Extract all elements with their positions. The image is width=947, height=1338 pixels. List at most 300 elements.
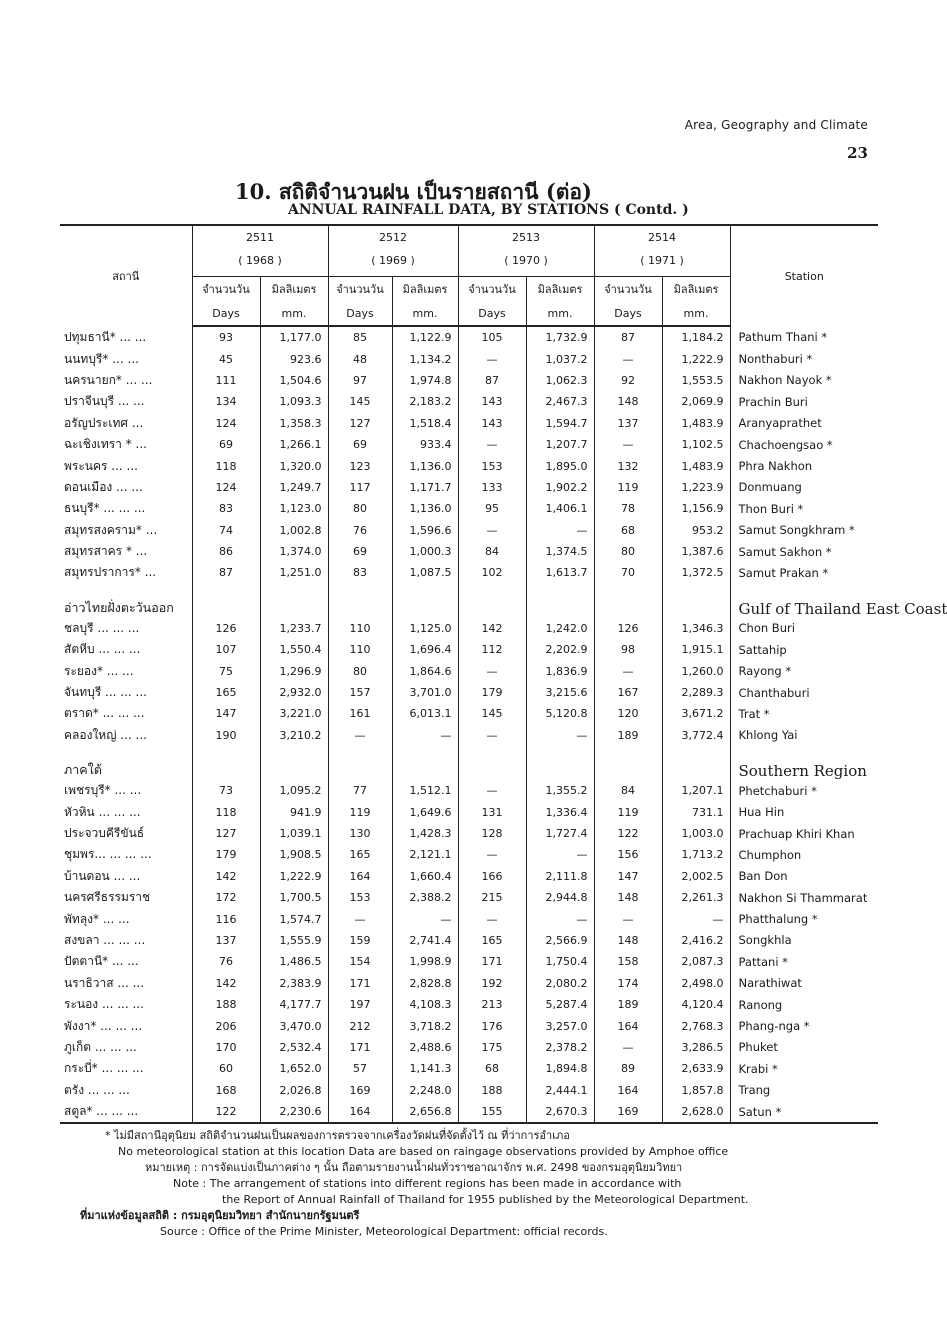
- rainfall-mm-cell: 1,512.1: [392, 780, 458, 801]
- days-cell: 57: [328, 1058, 392, 1079]
- rainfall-mm-cell: 731.1: [662, 801, 730, 822]
- station-name-thai: บ้านดอน ... ...: [64, 868, 141, 883]
- days-cell: 118: [192, 455, 260, 476]
- station-name-english: Phra Nakhon: [730, 455, 878, 476]
- station-row: [60, 639, 878, 660]
- days-cell: —: [458, 725, 526, 746]
- days-cell: 112: [458, 639, 526, 660]
- station-name-english: Thon Buri *: [730, 498, 878, 519]
- station-th-header: สถานี: [60, 225, 192, 326]
- days-cell: 213: [458, 994, 526, 1015]
- year-be-1970: 2513: [458, 225, 594, 244]
- station-name-thai: พัทลุง* ... ...: [64, 911, 130, 926]
- days-cell: 116: [192, 908, 260, 929]
- rainfall-mm-cell: 1,039.1: [260, 823, 328, 844]
- days-cell: 85: [328, 326, 392, 348]
- rainfall-mm-cell: 1,222.9: [260, 866, 328, 887]
- rainfall-mm-cell: 2,202.9: [526, 639, 594, 660]
- station-name-english: Pathum Thani *: [730, 326, 878, 348]
- station-row: [60, 541, 878, 562]
- station-row: [60, 994, 878, 1015]
- days-cell: 175: [458, 1037, 526, 1058]
- region-name-english: Gulf of Thailand East Coast: [730, 584, 878, 618]
- days-cell: 179: [192, 844, 260, 865]
- rainfall-mm-cell: 3,772.4: [662, 725, 730, 746]
- note-english-line2: the Report of Annual Rainfall of Thailand for 1955 published by the Meteorological Department.: [222, 1193, 749, 1206]
- rainfall-mm-cell: [662, 584, 730, 618]
- days-cell: 164: [328, 1101, 392, 1123]
- station-name-thai: ฉะเชิงเทรา * ...: [64, 437, 147, 452]
- rainfall-mm-cell: 1,184.2: [662, 326, 730, 348]
- days-cell: 145: [328, 391, 392, 412]
- station-name-english: Chon Buri: [730, 618, 878, 639]
- station-name-thai: ชลบุรี ... ... ...: [64, 620, 140, 635]
- region-name-thai: อ่าวไทยฝั่งตะวันออก: [64, 599, 174, 615]
- rainfall-mm-cell: —: [526, 520, 594, 541]
- days-cell: 122: [192, 1101, 260, 1123]
- days-cell: 69: [192, 434, 260, 455]
- station-name-thai: สัตหีบ ... ... ...: [64, 642, 141, 657]
- station-name-english: Phetchaburi *: [730, 780, 878, 801]
- days-cell: 89: [594, 1058, 662, 1079]
- days-cell: 69: [328, 434, 392, 455]
- rainfall-mm-cell: 2,628.0: [662, 1101, 730, 1123]
- station-row: [60, 326, 878, 348]
- station-name-thai: นราธิวาส ... ...: [64, 975, 145, 990]
- year-ce-1970: ( 1970 ): [458, 244, 594, 277]
- days-cell: 188: [192, 994, 260, 1015]
- rainfall-mm-cell: 1,062.3: [526, 370, 594, 391]
- days-cell: 143: [458, 413, 526, 434]
- rainfall-mm-cell: 1,732.9: [526, 326, 594, 348]
- days-cell: 80: [328, 498, 392, 519]
- days-cell: 84: [594, 780, 662, 801]
- days-cell: 206: [192, 1015, 260, 1036]
- rainfall-mm-cell: —: [526, 844, 594, 865]
- station-row: [60, 477, 878, 498]
- rainfall-mm-cell: 1,374.5: [526, 541, 594, 562]
- days-en-label: Days: [192, 301, 260, 326]
- days-cell: 137: [192, 930, 260, 951]
- station-name-thai: ปราจีนบุรี ... ...: [64, 394, 145, 409]
- days-cell: 87: [458, 370, 526, 391]
- days-cell: 60: [192, 1058, 260, 1079]
- days-cell: 78: [594, 498, 662, 519]
- rainfall-mm-cell: 1,358.3: [260, 413, 328, 434]
- days-cell: 148: [594, 930, 662, 951]
- rainfall-mm-cell: 5,120.8: [526, 703, 594, 724]
- station-name-thai: นครศรีธรรมราช: [64, 890, 151, 905]
- station-row: [60, 562, 878, 583]
- rainfall-mm-cell: 2,248.0: [392, 1080, 458, 1101]
- rainfall-mm-cell: 5,287.4: [526, 994, 594, 1015]
- days-cell: [192, 746, 260, 780]
- rainfall-mm-cell: 3,215.6: [526, 682, 594, 703]
- table-title-english: ANNUAL RAINFALL DATA, BY STATIONS ( Contd. ): [288, 202, 689, 218]
- station-name-english: Phuket: [730, 1037, 878, 1058]
- days-cell: [594, 584, 662, 618]
- page-number: 23: [847, 144, 868, 162]
- region-heading-row: [60, 746, 878, 780]
- days-cell: 87: [594, 326, 662, 348]
- days-cell: [192, 584, 260, 618]
- rainfall-mm-cell: 1,320.0: [260, 455, 328, 476]
- station-name-thai: ระนอง ... ... ...: [64, 997, 144, 1012]
- station-row: [60, 1015, 878, 1036]
- footnote-star-thai: * ไม่มีสถานีอุตุนิยม สถิติจำนวนฝนเป็นผลของการตรวจจากเครื่องวัดฝนที่จัดตั้งไว้ ณ ที่ว่าการอำเภอ: [105, 1129, 570, 1142]
- station-row: [60, 1037, 878, 1058]
- days-cell: 76: [328, 520, 392, 541]
- station-name-english: Phang-nga *: [730, 1015, 878, 1036]
- rainfall-mm-cell: 1,428.3: [392, 823, 458, 844]
- rainfall-mm-cell: 1,296.9: [260, 660, 328, 681]
- rainfall-mm-cell: 1,242.0: [526, 618, 594, 639]
- days-cell: 45: [192, 348, 260, 369]
- station-name-thai: ปัตตานี* ... ...: [64, 954, 139, 969]
- rainfall-mm-cell: 1,915.1: [662, 639, 730, 660]
- mm-th-label: มิลลิเมตร: [260, 277, 328, 302]
- days-cell: 165: [192, 682, 260, 703]
- rainfall-mm-cell: 3,671.2: [662, 703, 730, 724]
- days-cell: 68: [594, 520, 662, 541]
- station-name-thai: นครนายก* ... ...: [64, 372, 153, 387]
- station-name-thai: ประจวบคีรีขันธ์: [64, 826, 145, 840]
- rainfall-mm-cell: 1,251.0: [260, 562, 328, 583]
- days-cell: 188: [458, 1080, 526, 1101]
- rainfall-mm-cell: [662, 746, 730, 780]
- station-row: [60, 618, 878, 639]
- station-row: [60, 1058, 878, 1079]
- station-name-english: Samut Songkhram *: [730, 520, 878, 541]
- days-cell: 107: [192, 639, 260, 660]
- days-cell: 102: [458, 562, 526, 583]
- station-name-english: Prachuap Khiri Khan: [730, 823, 878, 844]
- station-row: [60, 391, 878, 412]
- station-name-english: Trat *: [730, 703, 878, 724]
- station-name-thai: จันทบุรี ... ... ...: [64, 685, 147, 700]
- rainfall-mm-cell: 2,087.3: [662, 951, 730, 972]
- station-name-english: Hua Hin: [730, 801, 878, 822]
- station-name-english: Chumphon: [730, 844, 878, 865]
- days-cell: 124: [192, 477, 260, 498]
- days-cell: 179: [458, 682, 526, 703]
- days-cell: 76: [192, 951, 260, 972]
- rainfall-mm-cell: 3,286.5: [662, 1037, 730, 1058]
- days-cell: —: [594, 908, 662, 929]
- days-cell: 148: [594, 887, 662, 908]
- year-be-1971: 2514: [594, 225, 730, 244]
- rainfall-mm-cell: 1,700.5: [260, 887, 328, 908]
- days-cell: 111: [192, 370, 260, 391]
- days-cell: 83: [192, 498, 260, 519]
- days-cell: —: [328, 725, 392, 746]
- station-row: [60, 866, 878, 887]
- rainfall-mm-cell: 1,122.9: [392, 326, 458, 348]
- station-name-thai: พังงา* ... ... ...: [64, 1018, 143, 1033]
- rainfall-mm-cell: 1,974.8: [392, 370, 458, 391]
- station-name-english: Krabi *: [730, 1058, 878, 1079]
- days-cell: 123: [328, 455, 392, 476]
- station-name-thai: อรัญประเทศ ...: [64, 415, 144, 430]
- days-th-label: จำนวนวัน: [328, 277, 392, 302]
- rainfall-mm-cell: 1,596.6: [392, 520, 458, 541]
- station-name-english: Nonthaburi *: [730, 348, 878, 369]
- mm-en-label: mm.: [662, 301, 730, 326]
- station-name-thai: สมุทรปราการ* ...: [64, 565, 157, 580]
- rainfall-mm-cell: 2,532.4: [260, 1037, 328, 1058]
- days-cell: 120: [594, 703, 662, 724]
- rainfall-mm-cell: 2,498.0: [662, 973, 730, 994]
- days-cell: 86: [192, 541, 260, 562]
- days-cell: 84: [458, 541, 526, 562]
- rainfall-mm-cell: 1,649.6: [392, 801, 458, 822]
- rainfall-mm-cell: 1,336.4: [526, 801, 594, 822]
- days-cell: 147: [192, 703, 260, 724]
- mm-th-label: มิลลิเมตร: [392, 277, 458, 302]
- station-row: [60, 801, 878, 822]
- station-row: [60, 703, 878, 724]
- station-row: [60, 780, 878, 801]
- days-th-label: จำนวนวัน: [458, 277, 526, 302]
- rainfall-mm-cell: 2,670.3: [526, 1101, 594, 1123]
- region-heading-row: [60, 584, 878, 618]
- station-name-thai: ธนบุรี* ... ... ...: [64, 501, 146, 516]
- rainfall-mm-cell: 1,387.6: [662, 541, 730, 562]
- days-cell: 93: [192, 326, 260, 348]
- station-name-english: Nakhon Nayok *: [730, 370, 878, 391]
- rainfall-mm-cell: 1,249.7: [260, 477, 328, 498]
- days-cell: 73: [192, 780, 260, 801]
- days-cell: 127: [328, 413, 392, 434]
- days-cell: 168: [192, 1080, 260, 1101]
- station-row: [60, 660, 878, 681]
- rainfall-mm-cell: 1,000.3: [392, 541, 458, 562]
- station-name-thai: นนทบุรี* ... ...: [64, 351, 139, 366]
- station-name-english: Rayong *: [730, 660, 878, 681]
- days-cell: 169: [594, 1101, 662, 1123]
- days-cell: —: [458, 434, 526, 455]
- days-cell: 145: [458, 703, 526, 724]
- days-cell: 119: [594, 477, 662, 498]
- rainfall-mm-cell: 2,026.8: [260, 1080, 328, 1101]
- rainfall-mm-cell: 1,613.7: [526, 562, 594, 583]
- mm-th-label: มิลลิเมตร: [526, 277, 594, 302]
- station-row: [60, 434, 878, 455]
- rainfall-mm-cell: 1,355.2: [526, 780, 594, 801]
- days-cell: 92: [594, 370, 662, 391]
- rainfall-mm-cell: 1,483.9: [662, 455, 730, 476]
- station-row: [60, 951, 878, 972]
- station-name-english: Ban Don: [730, 866, 878, 887]
- days-cell: 197: [328, 994, 392, 1015]
- rainfall-mm-cell: 1,087.5: [392, 562, 458, 583]
- days-cell: 171: [328, 1037, 392, 1058]
- station-name-english: Pattani *: [730, 951, 878, 972]
- days-cell: 134: [192, 391, 260, 412]
- source-thai: ที่มาแห่งข้อมูลสถิติ : กรมอุตุนิยมวิทยา สำนักนายกรัฐมนตรี: [80, 1209, 360, 1222]
- station-name-thai: ดอนเมือง ... ...: [64, 479, 143, 494]
- days-cell: 87: [192, 562, 260, 583]
- rainfall-table: [60, 224, 947, 1124]
- days-cell: 97: [328, 370, 392, 391]
- rainfall-mm-cell: 1,222.9: [662, 348, 730, 369]
- station-row: [60, 823, 878, 844]
- rainfall-mm-cell: 1,141.3: [392, 1058, 458, 1079]
- station-row: [60, 520, 878, 541]
- rainfall-mm-cell: 2,828.8: [392, 973, 458, 994]
- rainfall-mm-cell: 1,652.0: [260, 1058, 328, 1079]
- station-name-english: Samut Prakan *: [730, 562, 878, 583]
- rainfall-mm-cell: 1,102.5: [662, 434, 730, 455]
- days-cell: [328, 584, 392, 618]
- days-cell: 124: [192, 413, 260, 434]
- rainfall-mm-cell: [392, 746, 458, 780]
- rainfall-mm-cell: —: [392, 908, 458, 929]
- rainfall-mm-cell: 3,701.0: [392, 682, 458, 703]
- days-cell: 158: [594, 951, 662, 972]
- days-cell: 164: [594, 1015, 662, 1036]
- station-row: [60, 348, 878, 369]
- rainfall-mm-cell: 1,550.4: [260, 639, 328, 660]
- station-name-english: Sattahip: [730, 639, 878, 660]
- rainfall-mm-cell: 1,594.7: [526, 413, 594, 434]
- days-cell: 83: [328, 562, 392, 583]
- station-row: [60, 908, 878, 929]
- rainfall-mm-cell: 1,171.7: [392, 477, 458, 498]
- rainfall-mm-cell: 1,346.3: [662, 618, 730, 639]
- days-en-label: Days: [328, 301, 392, 326]
- days-cell: 48: [328, 348, 392, 369]
- rainfall-mm-cell: 1,003.0: [662, 823, 730, 844]
- days-cell: 156: [594, 844, 662, 865]
- days-cell: 142: [458, 618, 526, 639]
- rainfall-mm-cell: 3,210.2: [260, 725, 328, 746]
- rainfall-mm-cell: 1,266.1: [260, 434, 328, 455]
- rainfall-mm-cell: 2,002.5: [662, 866, 730, 887]
- station-name-thai: กระบี่* ... ... ...: [64, 1061, 144, 1076]
- days-cell: 80: [328, 660, 392, 681]
- rainfall-mm-cell: [526, 746, 594, 780]
- days-cell: —: [594, 348, 662, 369]
- rainfall-mm-cell: 1,095.2: [260, 780, 328, 801]
- station-row: [60, 455, 878, 476]
- station-row: [60, 973, 878, 994]
- station-name-english: Nakhon Si Thammarat: [730, 887, 878, 908]
- rainfall-mm-cell: 1,553.5: [662, 370, 730, 391]
- days-th-label: จำนวนวัน: [594, 277, 662, 302]
- rainfall-mm-cell: 3,470.0: [260, 1015, 328, 1036]
- station-name-english: Satun *: [730, 1101, 878, 1123]
- rainfall-mm-cell: 1,134.2: [392, 348, 458, 369]
- table-body: [60, 326, 947, 1123]
- rainfall-mm-cell: 1,486.5: [260, 951, 328, 972]
- station-name-thai: ภูเก็ต ... ... ...: [64, 1039, 137, 1054]
- days-cell: [458, 584, 526, 618]
- rainfall-mm-cell: 1,727.4: [526, 823, 594, 844]
- days-cell: 122: [594, 823, 662, 844]
- rainfall-mm-cell: —: [526, 908, 594, 929]
- year-ce-1968: ( 1968 ): [192, 244, 328, 277]
- rainfall-mm-cell: 1,998.9: [392, 951, 458, 972]
- rainfall-mm-cell: 4,108.3: [392, 994, 458, 1015]
- footnote-star-english: No meteorological station at this location Data are based on raingage observations provided by Amphoe office: [118, 1145, 729, 1158]
- rainfall-mm-cell: 1,037.2: [526, 348, 594, 369]
- days-th-label: จำนวนวัน: [192, 277, 260, 302]
- days-cell: —: [458, 908, 526, 929]
- note-english-line1: Note : The arrangement of stations into different regions has been made in accordance with: [173, 1177, 682, 1190]
- rainfall-mm-cell: 1,374.0: [260, 541, 328, 562]
- rainfall-mm-cell: 1,696.4: [392, 639, 458, 660]
- rainfall-mm-cell: 6,013.1: [392, 703, 458, 724]
- rainfall-mm-cell: 1,750.4: [526, 951, 594, 972]
- days-cell: 153: [328, 887, 392, 908]
- rainfall-mm-cell: 2,944.8: [526, 887, 594, 908]
- footnotes: [60, 1128, 880, 1240]
- station-name-english: Donmuang: [730, 477, 878, 498]
- days-cell: 77: [328, 780, 392, 801]
- days-cell: [328, 746, 392, 780]
- year-be-1968: 2511: [192, 225, 328, 244]
- source-english: Source : Office of the Prime Minister, Meteorological Department: official records.: [160, 1225, 608, 1238]
- table-header: [60, 225, 878, 326]
- station-row: [60, 1101, 878, 1123]
- rainfall-mm-cell: 2,121.1: [392, 844, 458, 865]
- station-name-english: Phatthalung *: [730, 908, 878, 929]
- rainfall-mm-cell: 2,183.2: [392, 391, 458, 412]
- rainfall-mm-cell: 923.6: [260, 348, 328, 369]
- rainfall-mm-cell: 2,488.6: [392, 1037, 458, 1058]
- station-name-english: Khlong Yai: [730, 725, 878, 746]
- rainfall-mm-cell: 1,136.0: [392, 455, 458, 476]
- station-name-english: Samut Sakhon *: [730, 541, 878, 562]
- year-ce-1969: ( 1969 ): [328, 244, 458, 277]
- days-cell: 155: [458, 1101, 526, 1123]
- days-cell: 190: [192, 725, 260, 746]
- rainfall-mm-cell: 2,932.0: [260, 682, 328, 703]
- rainfall-mm-cell: —: [662, 908, 730, 929]
- days-cell: —: [458, 520, 526, 541]
- days-cell: 192: [458, 973, 526, 994]
- rainfall-mm-cell: 1,002.8: [260, 520, 328, 541]
- rainfall-mm-cell: 2,230.6: [260, 1101, 328, 1123]
- rainfall-mm-cell: —: [392, 725, 458, 746]
- station-en-header: Station: [730, 225, 878, 326]
- rainfall-mm-cell: 1,260.0: [662, 660, 730, 681]
- rainfall-mm-cell: 1,207.7: [526, 434, 594, 455]
- days-cell: 126: [594, 618, 662, 639]
- rainfall-mm-cell: —: [526, 725, 594, 746]
- days-cell: 119: [594, 801, 662, 822]
- rainfall-mm-cell: 2,378.2: [526, 1037, 594, 1058]
- rainfall-mm-cell: 1,713.2: [662, 844, 730, 865]
- rainfall-mm-cell: 3,257.0: [526, 1015, 594, 1036]
- rainfall-mm-cell: 2,741.4: [392, 930, 458, 951]
- rainfall-mm-cell: 2,768.3: [662, 1015, 730, 1036]
- rainfall-mm-cell: 1,574.7: [260, 908, 328, 929]
- days-cell: —: [594, 1037, 662, 1058]
- days-cell: 164: [328, 866, 392, 887]
- rainfall-mm-cell: 2,080.2: [526, 973, 594, 994]
- rainfall-mm-cell: 1,406.1: [526, 498, 594, 519]
- days-cell: 110: [328, 639, 392, 660]
- days-cell: 142: [192, 973, 260, 994]
- days-cell: 165: [458, 930, 526, 951]
- region-name-thai: ภาคใต้: [64, 762, 102, 778]
- rainfall-mm-cell: 3,718.2: [392, 1015, 458, 1036]
- days-cell: 130: [328, 823, 392, 844]
- days-cell: [458, 746, 526, 780]
- rainfall-mm-cell: 2,111.8: [526, 866, 594, 887]
